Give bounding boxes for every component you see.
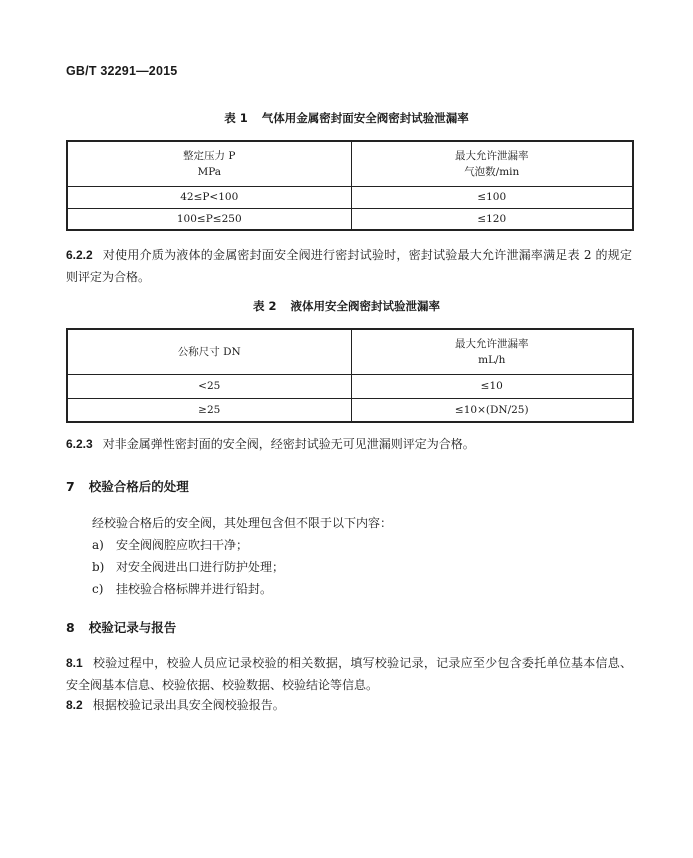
clause-8-1: [66, 652, 632, 696]
table1-col1-header-line1: 整定压力 P: [183, 149, 236, 162]
table1-number: 表 1: [224, 111, 248, 125]
clause-6-2-2: [66, 244, 632, 288]
section-7-heading: [66, 477, 189, 495]
table1: [66, 140, 634, 231]
table2-header-row: [67, 329, 633, 374]
list-text: 安全阀阀腔应吹扫干净；: [116, 538, 249, 552]
list-text: 挂校验合格标牌并进行铅封。: [116, 582, 273, 596]
list-marker: a): [92, 538, 104, 552]
table2-col2-header-line2: mL/h: [478, 353, 506, 366]
table1-pressure-cell: 42≤P<100: [67, 186, 351, 208]
standard-code: GB/T 32291—2015: [66, 64, 178, 78]
table2-col2-header-line1: 最大允许泄漏率: [455, 337, 529, 350]
section-7-intro: 经校验合格后的安全阀，其处理包含但不限于以下内容：: [92, 516, 393, 530]
table2-col1-header: 公称尺寸 DN: [67, 329, 351, 374]
section-title: 校验记录与报告: [88, 620, 177, 635]
section-8-heading: [66, 618, 176, 636]
section-title: 校验合格后的处理: [88, 479, 189, 494]
table-row: [67, 208, 633, 230]
table-row: [67, 398, 633, 422]
table1-col2-header: [351, 141, 633, 186]
table2-title: 液体用安全阀密封试验泄漏率: [290, 299, 440, 313]
table-row: [67, 374, 633, 398]
clause-text: 校验过程中，校验人员应记录校验的相关数据，填写校验记录，记录应至少包含委托单位基本信息、安全阀基本信息、校验依据、校验数据、校验结论等信息。: [66, 656, 632, 692]
table1-col1-header: [67, 141, 351, 186]
table2-size-cell: ≥25: [67, 398, 351, 422]
clause-number: 6.2.2: [66, 248, 93, 262]
table-row: [67, 186, 633, 208]
table2-caption: [0, 298, 693, 314]
table1-pressure-cell: 100≤P≤250: [67, 208, 351, 230]
section-number: 8: [66, 620, 75, 635]
table2-size-cell: <25: [67, 374, 351, 398]
table2-leak-cell: ≤10×(DN/25): [351, 398, 633, 422]
list-item: [92, 558, 284, 575]
list-text: 对安全阀进出口进行防护处理；: [116, 560, 285, 574]
list-marker: c): [92, 582, 104, 596]
clause-6-2-3: [66, 433, 632, 455]
table1-caption: [0, 110, 693, 126]
table1-leak-cell: ≤120: [351, 208, 633, 230]
list-item: [92, 536, 248, 553]
table2: [66, 328, 634, 423]
table1-col2-header-line2: 气泡数/min: [464, 165, 520, 178]
clause-number: 6.2.3: [66, 437, 93, 451]
clause-number: 8.2: [66, 698, 83, 712]
clause-8-2: [66, 694, 632, 716]
clause-text: 根据校验记录出具安全阀校验报告。: [92, 698, 285, 712]
clause-text: 对非金属弹性密封面的安全阀，经密封试验无可见泄漏则评定为合格。: [102, 437, 475, 451]
table1-col1-header-line2: MPa: [197, 165, 222, 178]
list-marker: b): [92, 560, 105, 574]
table2-col2-header: [351, 329, 633, 374]
clause-text: 对使用介质为液体的金属密封面安全阀进行密封试验时，密封试验最大允许泄漏率满足表 2 的规定则评定为合格。: [66, 248, 632, 284]
table2-leak-cell: ≤10: [351, 374, 633, 398]
table1-col2-header-line1: 最大允许泄漏率: [455, 149, 529, 162]
table2-number: 表 2: [252, 299, 277, 313]
table1-title: 气体用金属密封面安全阀密封试验泄漏率: [261, 111, 469, 125]
table1-header-row: [67, 141, 633, 186]
list-item: [92, 580, 272, 597]
section-number: 7: [66, 479, 75, 494]
table1-leak-cell: ≤100: [351, 186, 633, 208]
clause-number: 8.1: [66, 656, 83, 670]
